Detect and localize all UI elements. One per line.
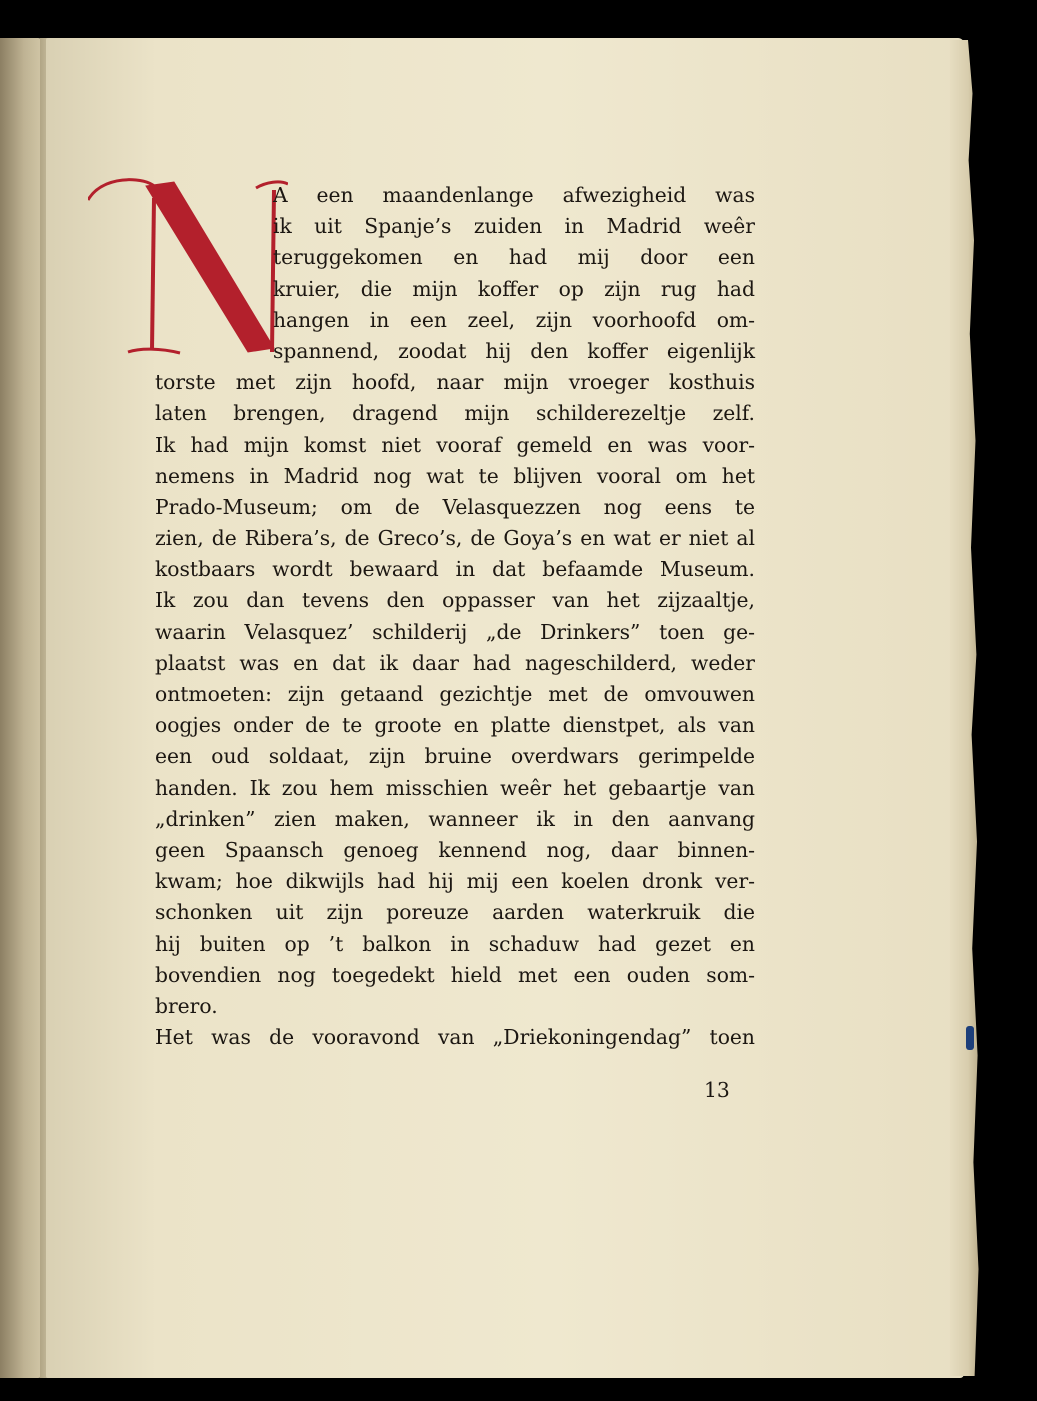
text-line: A een maandenlange afwezigheid was [273, 183, 755, 207]
text-line: kostbaars wordt bewaard in dat befaamde Museum. [155, 557, 755, 582]
deckled-page-edge [950, 40, 980, 1376]
text-line: zien, de Ribera’s, de Greco’s, de Goya’s en wat er niet al [155, 526, 755, 551]
text-line: brero. [155, 993, 218, 1018]
drop-cap-letter: N [88, 172, 89, 173]
text-line: Ik zou dan tevens den oppasser van het zijzaaltje, [155, 588, 755, 613]
left-page-edge [0, 38, 44, 1378]
text-line: hij buiten op ’t balkon in schaduw had gezet en [155, 931, 755, 956]
page-number: 13 [704, 1078, 730, 1102]
text-line: laten brengen, dragend mijn schilderezeltje zelf. [155, 401, 755, 426]
text-line: handen. Ik zou hem misschien weêr het gebaartje van [155, 775, 755, 800]
body-text [155, 180, 755, 1053]
text-line: torste met zijn hoofd, naar mijn vroeger kosthuis [155, 370, 755, 395]
text-line: Het was de vooravond van „Driekoningendag” toen [155, 1025, 755, 1050]
text-line: plaatst was en dat ik daar had nageschilderd, weder [155, 650, 755, 675]
text-line: spannend, zoodat hij den koffer eigenlijk [273, 338, 755, 363]
text-line: oogjes onder de te groote en platte dienstpet, als van [155, 713, 755, 738]
text-line: schonken uit zijn poreuze aarden waterkruik die [155, 900, 755, 925]
text-line: Ik had mijn komst niet vooraf gemeld en was voor- [155, 432, 755, 457]
text-line: hangen in een zeel, zijn voorhoofd om- [273, 307, 755, 332]
text-line: kwam; hoe dikwijls had hij mij een koelen dronk ver- [155, 869, 755, 894]
text-line: een oud soldaat, zijn bruine overdwars gerimpelde [155, 744, 755, 769]
blue-ribbon-mark [966, 1026, 974, 1050]
text-line: nemens in Madrid nog wat te blijven vooral om het [155, 463, 755, 488]
text-line: teruggekomen en had mij door een [273, 245, 755, 270]
text-line: Prado-Museum; om de Velasquezzen nog eens te [155, 494, 755, 519]
text-line: waarin Velasquez’ schilderij „de Drinkers” toen ge- [155, 619, 755, 644]
text-line: „drinken” zien maken, wanneer ik in den aanvang [155, 806, 755, 831]
text-line: bovendien nog toegedekt hield met een ouden som- [155, 962, 755, 987]
text-line: ik uit Spanje’s zuiden in Madrid weêr [273, 214, 755, 239]
text-line: kruier, die mijn koffer op zijn rug had [273, 276, 755, 301]
text-line: geen Spaansch genoeg kennend nog, daar binnen- [155, 837, 755, 862]
text-line: ontmoeten: zijn getaand gezichtje met de omvouwen [155, 682, 755, 706]
